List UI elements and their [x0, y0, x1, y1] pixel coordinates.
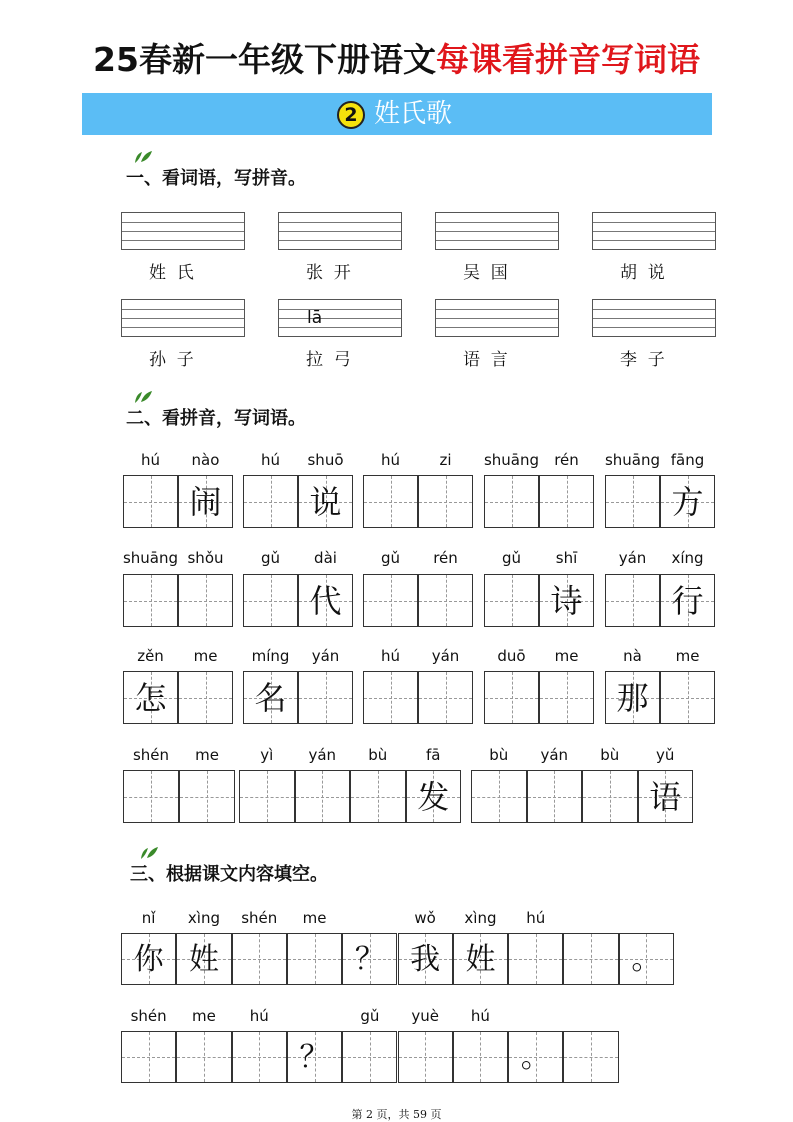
- tian-zi-ge-cell[interactable]: [298, 671, 353, 724]
- leaf-icon: [138, 846, 160, 860]
- tian-zi-ge-cell[interactable]: [619, 933, 674, 985]
- filled-character: ？: [354, 942, 385, 977]
- tian-zi-ge-cell[interactable]: [243, 475, 298, 528]
- pinyin-label: shuāng: [122, 549, 179, 567]
- filled-character: 语: [649, 778, 682, 816]
- filled-character: 代: [309, 582, 342, 620]
- pinyin-label: shuō: [307, 451, 344, 469]
- pinyin-answer: lā: [307, 308, 323, 328]
- filled-character: 姓: [465, 942, 496, 977]
- tian-zi-ge-cell[interactable]: [418, 475, 473, 528]
- pinyin-label: yì: [260, 746, 274, 764]
- pinyin-label: xíng: [671, 549, 704, 567]
- filled-character: 。: [631, 942, 662, 977]
- pinyin-label: hú: [380, 647, 401, 665]
- pinyin-label: hú: [140, 451, 161, 469]
- tian-zi-ge-cell[interactable]: [418, 671, 473, 724]
- pinyin-label: dài: [314, 549, 337, 567]
- filled-character: 闹: [189, 483, 222, 521]
- lesson-number-badge: 2: [337, 101, 365, 129]
- tian-zi-ge-cell[interactable]: [178, 671, 233, 724]
- pinyin-label: xìng: [187, 909, 220, 927]
- section-heading-1: 一、看词语，写拼音。: [126, 168, 306, 189]
- tian-zi-ge-cell[interactable]: [563, 1031, 618, 1083]
- tian-zi-ge-cell[interactable]: [539, 671, 594, 724]
- pinyin-label: me: [302, 909, 327, 927]
- pinyin-label: gǔ: [260, 549, 281, 567]
- tian-zi-ge-cell[interactable]: [582, 770, 638, 823]
- filled-character: 发: [417, 778, 450, 816]
- pinyin-writing-box[interactable]: [278, 212, 402, 250]
- tian-zi-ge-cell[interactable]: [123, 671, 178, 724]
- pinyin-writing-box[interactable]: [121, 212, 245, 250]
- tian-zi-ge-cell[interactable]: [484, 671, 539, 724]
- pinyin-label: bù: [368, 746, 388, 764]
- pinyin-label: hú: [380, 451, 401, 469]
- tian-zi-ge-cell[interactable]: [121, 933, 176, 985]
- tian-zi-ge-cell[interactable]: [398, 933, 453, 985]
- pinyin-label: yán: [311, 647, 340, 665]
- word-prompt: 李 子: [620, 350, 665, 370]
- pinyin-label: nà: [623, 647, 642, 665]
- tian-zi-ge-cell[interactable]: [471, 770, 527, 823]
- tian-zi-ge-cell[interactable]: [123, 574, 178, 627]
- pinyin-label: yán: [618, 549, 647, 567]
- tian-zi-ge-cell[interactable]: [484, 574, 539, 627]
- filled-character: 姓: [188, 942, 219, 977]
- pinyin-label: shén: [130, 1007, 167, 1025]
- tian-zi-ge-cell[interactable]: [453, 1031, 508, 1083]
- filled-character: 行: [671, 582, 704, 620]
- word-prompt: 拉 弓: [306, 350, 351, 370]
- pinyin-label: nào: [191, 451, 220, 469]
- filled-character: 你: [133, 942, 164, 977]
- pinyin-label: míng: [251, 647, 290, 665]
- leaf-icon: [132, 150, 154, 164]
- tian-zi-ge-cell[interactable]: [287, 933, 342, 985]
- pinyin-writing-box[interactable]: [435, 299, 559, 337]
- pinyin-label: hú: [526, 909, 546, 927]
- pinyin-label: me: [675, 647, 700, 665]
- pinyin-label: me: [192, 1007, 216, 1025]
- word-prompt: 姓 氏: [149, 263, 194, 283]
- tian-zi-ge-cell[interactable]: [342, 933, 397, 985]
- tian-zi-ge-cell[interactable]: [179, 770, 235, 823]
- filled-character: 怎: [134, 679, 167, 717]
- section-heading-3: 三、根据课文内容填空。: [130, 864, 328, 885]
- tian-zi-ge-cell[interactable]: [178, 475, 233, 528]
- tian-zi-ge-cell[interactable]: [121, 1031, 176, 1083]
- pinyin-label: wǒ: [414, 909, 436, 927]
- section-heading-2: 二、看拼音，写词语。: [126, 408, 306, 429]
- pinyin-label: shén: [132, 746, 170, 764]
- tian-zi-ge-cell[interactable]: [398, 1031, 453, 1083]
- tian-zi-ge-cell[interactable]: [243, 574, 298, 627]
- tian-zi-ge-cell[interactable]: [342, 1031, 397, 1083]
- pinyin-label: shuāng: [604, 451, 661, 469]
- leaf-icon: [132, 390, 154, 404]
- tian-zi-ge-cell[interactable]: [638, 770, 694, 823]
- pinyin-label: zi: [439, 451, 452, 469]
- pinyin-label: shǒu: [187, 549, 224, 567]
- tian-zi-ge-cell[interactable]: [363, 574, 418, 627]
- pinyin-writing-box[interactable]: [121, 299, 245, 337]
- pinyin-label: gǔ: [360, 1007, 380, 1025]
- pinyin-label: hú: [249, 1007, 269, 1025]
- pinyin-label: rén: [554, 451, 579, 469]
- pinyin-label: rén: [433, 549, 458, 567]
- pinyin-label: duō: [497, 647, 526, 665]
- tian-zi-ge-cell[interactable]: [176, 933, 231, 985]
- pinyin-label: gǔ: [380, 549, 401, 567]
- tian-zi-ge-cell[interactable]: [363, 475, 418, 528]
- word-prompt: 语 言: [463, 350, 508, 370]
- filled-character: 方: [671, 483, 704, 521]
- pinyin-label: yán: [540, 746, 569, 764]
- tian-zi-ge-cell[interactable]: [605, 574, 660, 627]
- lesson-name: 姓氏歌: [374, 99, 453, 129]
- tian-zi-ge-cell[interactable]: [563, 933, 618, 985]
- filled-character: 说: [309, 483, 342, 521]
- tian-zi-ge-cell[interactable]: [418, 574, 473, 627]
- tian-zi-ge-cell[interactable]: [232, 1031, 287, 1083]
- page-title: [0, 34, 793, 81]
- word-prompt: 吴 国: [463, 263, 508, 283]
- pinyin-label: me: [193, 647, 218, 665]
- pinyin-label: shī: [555, 549, 578, 567]
- title-main: 25春新一年级下册语文: [93, 40, 436, 79]
- pinyin-label: yán: [431, 647, 460, 665]
- pinyin-label: zěn: [137, 647, 164, 665]
- filled-character: 那: [616, 679, 649, 717]
- pinyin-label: shuāng: [483, 451, 540, 469]
- pinyin-label: me: [554, 647, 579, 665]
- filled-character: 。: [520, 1040, 551, 1075]
- tian-zi-ge-cell[interactable]: [406, 770, 462, 823]
- tian-zi-ge-cell[interactable]: [123, 770, 179, 823]
- pinyin-label: fāng: [670, 451, 705, 469]
- filled-character: 诗: [550, 582, 583, 620]
- pinyin-writing-box[interactable]: [435, 212, 559, 250]
- pinyin-label: hú: [470, 1007, 490, 1025]
- tian-zi-ge-cell[interactable]: [453, 933, 508, 985]
- tian-zi-ge-cell[interactable]: [123, 475, 178, 528]
- pinyin-writing-box[interactable]: [592, 299, 716, 337]
- pinyin-label: me: [195, 746, 219, 764]
- pinyin-label: shén: [241, 909, 278, 927]
- tian-zi-ge-cell[interactable]: [605, 671, 660, 724]
- title-highlight: 每课看拼音写词语: [435, 40, 700, 79]
- tian-zi-ge-cell[interactable]: [660, 574, 715, 627]
- tian-zi-ge-cell[interactable]: [605, 475, 660, 528]
- page-footer: 第 2 页，共 59 页: [351, 1108, 442, 1121]
- tian-zi-ge-cell[interactable]: [660, 671, 715, 724]
- tian-zi-ge-cell[interactable]: [178, 574, 233, 627]
- pinyin-label: yuè: [411, 1007, 439, 1025]
- word-prompt: 孙 子: [149, 350, 194, 370]
- pinyin-label: xìng: [464, 909, 497, 927]
- tian-zi-ge-cell[interactable]: [484, 475, 539, 528]
- filled-character: 我: [410, 942, 441, 977]
- pinyin-label: hú: [260, 451, 281, 469]
- pinyin-label: yán: [308, 746, 337, 764]
- pinyin-label: fā: [426, 746, 441, 764]
- tian-zi-ge-cell[interactable]: [298, 475, 353, 528]
- tian-zi-ge-cell[interactable]: [527, 770, 583, 823]
- tian-zi-ge-cell[interactable]: [350, 770, 406, 823]
- tian-zi-ge-cell[interactable]: [660, 475, 715, 528]
- pinyin-label: yǔ: [656, 746, 675, 764]
- tian-zi-ge-cell[interactable]: [539, 475, 594, 528]
- tian-zi-ge-cell[interactable]: [295, 770, 351, 823]
- tian-zi-ge-cell[interactable]: [508, 933, 563, 985]
- tian-zi-ge-cell[interactable]: [243, 671, 298, 724]
- tian-zi-ge-cell[interactable]: [363, 671, 418, 724]
- tian-zi-ge-cell[interactable]: [287, 1031, 342, 1083]
- pinyin-label: nǐ: [141, 909, 156, 927]
- filled-character: ？: [299, 1040, 330, 1075]
- tian-zi-ge-cell[interactable]: [298, 574, 353, 627]
- pinyin-label: gǔ: [501, 549, 522, 567]
- pinyin-label: bù: [489, 746, 509, 764]
- pinyin-writing-box[interactable]: [278, 299, 402, 337]
- tian-zi-ge-cell[interactable]: [176, 1031, 231, 1083]
- word-prompt: 胡 说: [620, 263, 665, 283]
- tian-zi-ge-cell[interactable]: [239, 770, 295, 823]
- tian-zi-ge-cell[interactable]: [508, 1031, 563, 1083]
- word-prompt: 张 开: [306, 263, 351, 283]
- tian-zi-ge-cell[interactable]: [232, 933, 287, 985]
- pinyin-label: bù: [600, 746, 620, 764]
- filled-character: 名: [254, 679, 287, 717]
- tian-zi-ge-cell[interactable]: [539, 574, 594, 627]
- pinyin-writing-box[interactable]: [592, 212, 716, 250]
